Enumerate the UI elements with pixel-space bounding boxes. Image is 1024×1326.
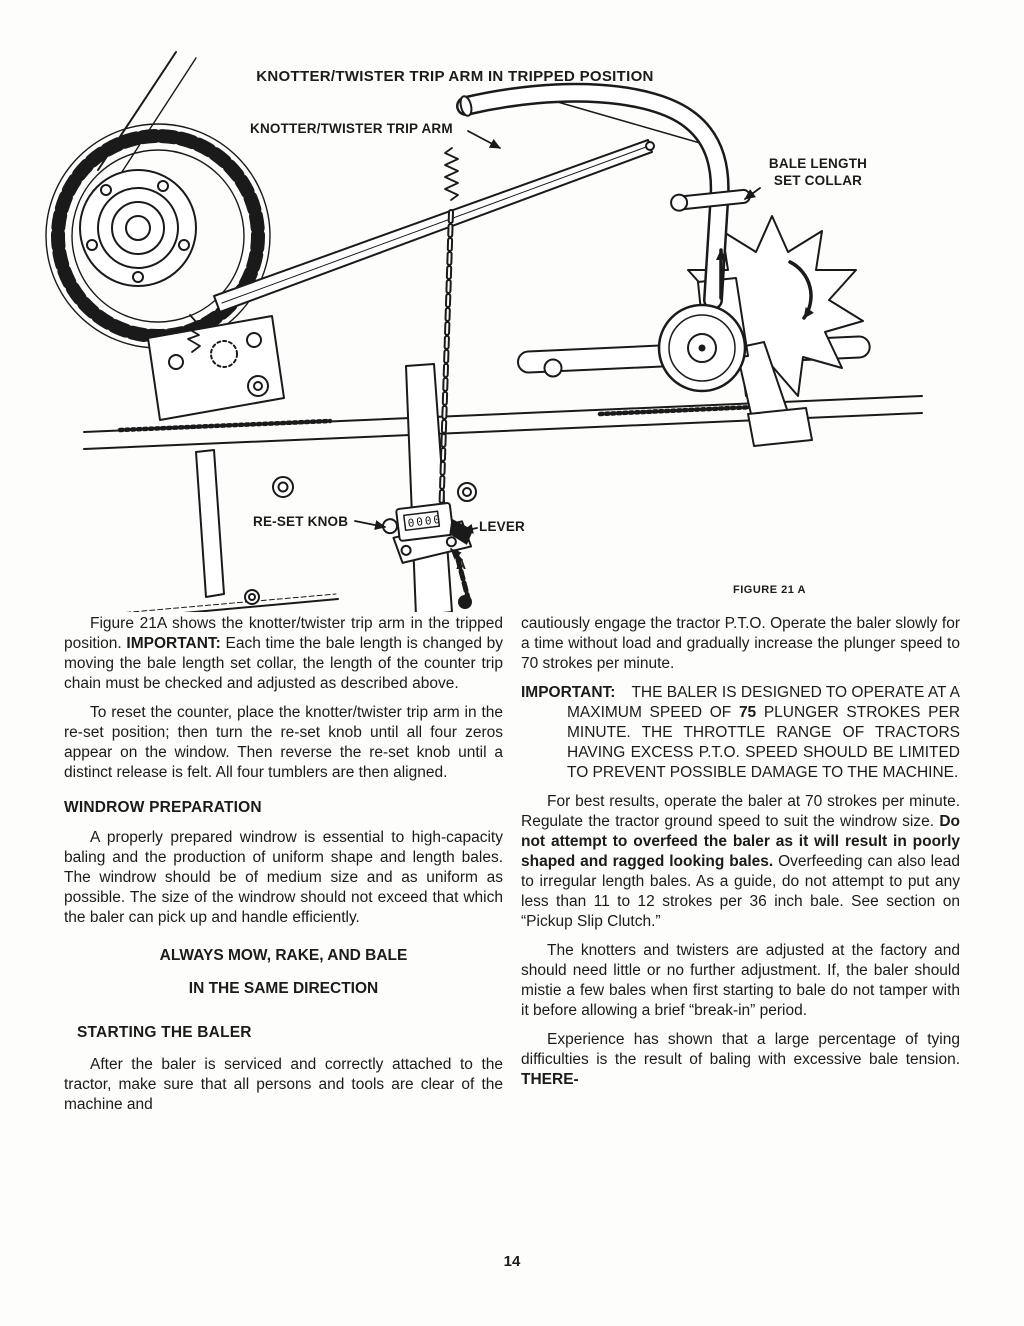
text-run: For best results, operate the baler at 70 strokes per minute. Regulate the tractor ground speed to suit the windrow size. bbox=[521, 793, 960, 830]
ground-and-guide-bar bbox=[84, 450, 338, 612]
emphasis-block bbox=[64, 946, 503, 999]
knotter-twister-trip-arm bbox=[214, 140, 654, 312]
important-label: IMPORTANT: bbox=[521, 684, 616, 701]
section-heading-windrow-preparation: WINDROW PREPARATION bbox=[64, 799, 262, 816]
label-marker-a: A bbox=[456, 556, 467, 572]
paragraph-experience bbox=[521, 1030, 960, 1090]
figure-21a-illustration bbox=[0, 0, 1024, 612]
paragraph-figure-21a bbox=[64, 614, 503, 694]
text-run: PLUNGER STROKES PER MINUTE. THE THROTTLE RANGE OF TRACTORS HAVING EXCESS P.T.O. SPEED SHOULD BE LIMITED TO PREVENT POSSIBLE DAMAGE TO THE MACHINE. bbox=[567, 704, 961, 781]
text-run-bold: 75 bbox=[738, 704, 757, 721]
label-reset-knob: RE-SET KNOB bbox=[253, 514, 349, 529]
page-number: 14 bbox=[503, 1253, 521, 1270]
paragraph-best-results bbox=[521, 792, 960, 932]
section-heading-starting-the-baler: STARTING THE BALER bbox=[77, 1024, 252, 1041]
paragraph-engage-pto: cautiously engage the tractor P.T.O. Operate the baler slowly for a time without load and gradually increase the plunger speed to 70 strokes per minute. bbox=[521, 615, 960, 672]
text-run-bold: IMPORTANT: bbox=[126, 635, 221, 652]
text-run: Each time the bale length is changed by moving the bale length set collar, the length of the counter trip chain must be checked and adjusted as described above. bbox=[64, 635, 503, 692]
figure-caption: FIGURE 21 A bbox=[733, 584, 806, 596]
paragraph-reset-counter: To reset the counter, place the knotter/twister trip arm in the re-set position; then turn the re-set knob until all four zeros appear on the window. Then reverse the re-set knob until a distinct release is felt. All four tumblers are then aligned. bbox=[64, 704, 503, 781]
figure-title: KNOTTER/TWISTER TRIP ARM IN TRIPPED POSITION bbox=[256, 68, 654, 85]
emphasis-line: ALWAYS MOW, RAKE, AND BALE bbox=[159, 947, 408, 964]
left-column bbox=[64, 614, 503, 1124]
paragraph-knotters-adjusted: The knotters and twisters are adjusted at the factory and should need little or no further adjustment. If, the baler should mistie a few bales when first starting to bale do not tamper with it before allowing a brief “break-in” period. bbox=[521, 942, 960, 1019]
label-line: BALE LENGTH bbox=[768, 156, 868, 171]
body-text bbox=[64, 614, 960, 1124]
label-line: SET COLLAR bbox=[773, 173, 863, 188]
paragraph-starting: After the baler is serviced and correctly attached to the tractor, make sure that all persons and tools are clear of the machine and bbox=[64, 1056, 503, 1113]
emphasis-line: IN THE SAME DIRECTION bbox=[188, 980, 379, 997]
label-lever: LEVER bbox=[479, 519, 526, 534]
drive-sprocket bbox=[46, 124, 270, 348]
idler-pulley bbox=[659, 305, 745, 391]
counter-digits: 0000 bbox=[407, 512, 443, 530]
text-run: Figure 21A shows the knotter/twister trip arm in the tripped position. bbox=[64, 615, 503, 652]
text-run: Overfeeding can also lead to irregular length bales. As a guide, do not attempt to put any less than 11 to 12 strokes per 36 inch bale. See section on “Pickup Slip Clutch.” bbox=[521, 853, 960, 930]
important-notice bbox=[521, 683, 960, 783]
text-run-bold: THERE- bbox=[521, 1071, 579, 1088]
paragraph-windrow: A properly prepared windrow is essential to high-capacity baling and the production of uniform shape and length bales. The windrow should be of medium size and as uniform as possible. The size of the windrow should not exceed that which the baler can pick up and handle efficiently. bbox=[64, 829, 503, 926]
text-run: THE BALER IS DESIGNED TO OPERATE AT A MAXIMUM SPEED OF bbox=[567, 684, 960, 721]
right-column bbox=[521, 614, 960, 1124]
label-trip-arm: KNOTTER/TWISTER TRIP ARM bbox=[250, 121, 453, 136]
label-bale-length-set-collar bbox=[762, 155, 874, 189]
text-run-bold: Do not attempt to overfeed the baler as it will result in poorly shaped and ragged looking bales. bbox=[521, 813, 960, 870]
text-run: Experience has shown that a large percentage of tying difficulties is the result of baling with excessive bale tension. bbox=[521, 1031, 960, 1068]
